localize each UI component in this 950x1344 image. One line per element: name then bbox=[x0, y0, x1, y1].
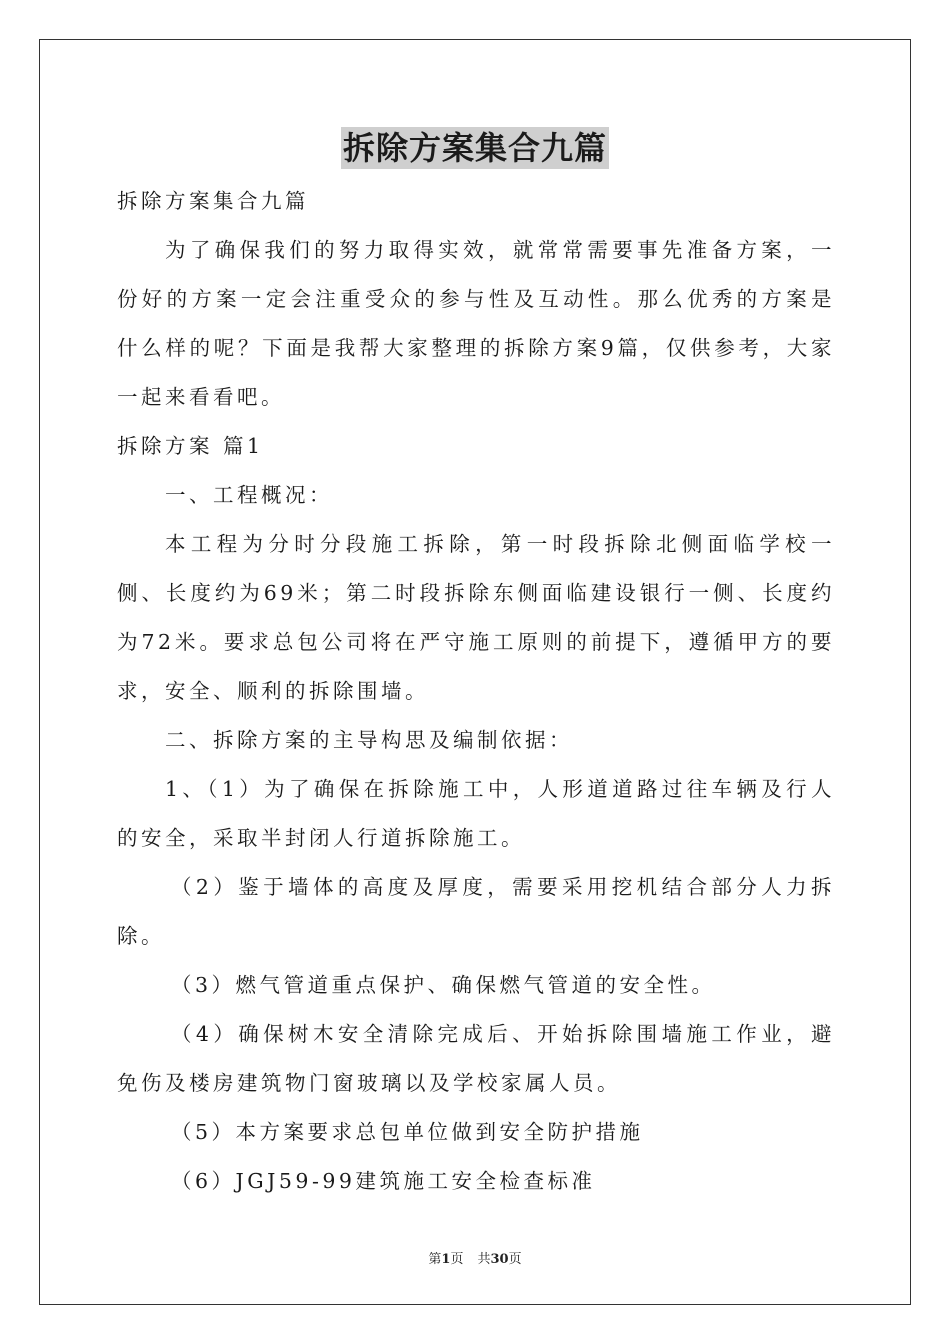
overview-paragraph: 本工程为分时分段施工拆除，第一时段拆除北侧面临学校一侧、长度约为69米；第二时段拆除东侧面临建设银行一侧、长度约为72米。要求总包公司将在严守施工原则的前提下，遵循甲方的要求，安全、顺利的拆除围墙。 bbox=[117, 532, 835, 703]
list-item-4: （4）确保树木安全清除完成后、开始拆除围墙施工作业，避免伤及楼房建筑物门窗玻璃以及学校家属人员。 bbox=[117, 1022, 835, 1095]
total-pages: 30 bbox=[490, 1252, 509, 1267]
heading-overview: 一、工程概况： bbox=[165, 483, 333, 507]
title-container bbox=[0, 127, 950, 169]
list-item-1: 1、（1）为了确保在拆除施工中，人形道道路过往车辆及行人的安全，采取半封闭人行道拆除施工。 bbox=[117, 777, 835, 850]
document-title: 拆除方案集合九篇 bbox=[342, 129, 607, 167]
document-body bbox=[117, 177, 835, 1206]
page-number: 1 bbox=[441, 1252, 451, 1267]
page-prefix: 第 bbox=[428, 1252, 442, 1267]
heading-plan-basis: 二、拆除方案的主导构思及编制依据： bbox=[165, 728, 573, 752]
page-footer bbox=[0, 1248, 950, 1267]
list-item-5: （5）本方案要求总包单位做到安全防护措施 bbox=[171, 1120, 644, 1144]
list-item-6: （6）JGJ59-99建筑施工安全检查标准 bbox=[171, 1169, 596, 1193]
total-suffix: 页 bbox=[508, 1252, 522, 1267]
intro-paragraph: 为了确保我们的努力取得实效，就常常需要事先准备方案，一份好的方案一定会注重受众的参与性及互动性。那么优秀的方案是什么样的呢？下面是我帮大家整理的拆除方案9篇，仅供参考，大家一起来看看吧。 bbox=[117, 238, 835, 409]
list-item-2: （2）鉴于墙体的高度及厚度，需要采用挖机结合部分人力拆除。 bbox=[117, 875, 835, 948]
document-subtitle: 拆除方案集合九篇 bbox=[117, 189, 309, 213]
list-item-3: （3）燃气管道重点保护、确保燃气管道的安全性。 bbox=[171, 973, 716, 997]
total-prefix: 共 bbox=[477, 1252, 491, 1267]
section-heading: 拆除方案 篇1 bbox=[117, 434, 264, 458]
page-suffix: 页 bbox=[450, 1252, 464, 1267]
